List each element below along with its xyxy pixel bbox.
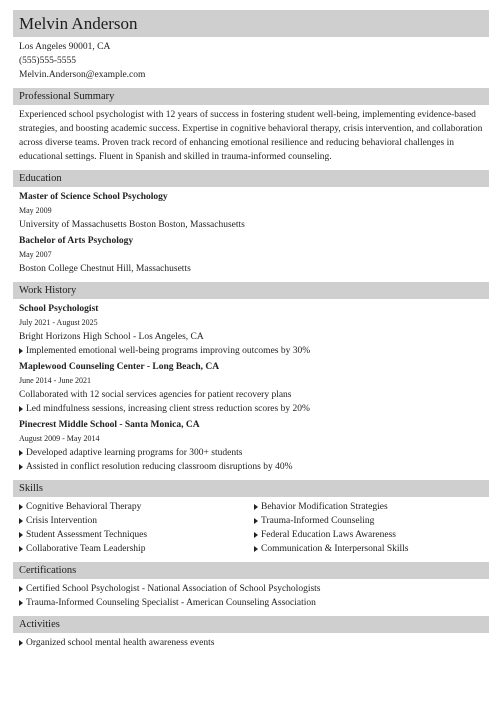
skill-item [254,514,489,528]
job-bullet [19,402,489,416]
summary-section-header [13,88,489,105]
education-school: University of Massachusetts Boston Boston, Massachusetts [19,220,245,230]
contact-address: Los Angeles 90001, CA [19,42,111,52]
job-title: Pinecrest Middle School - Santa Monica, CA [19,420,200,430]
work-section [13,299,489,474]
job-company: Bright Horizons High School - Los Angeles, CA [19,332,204,342]
job-bullet-text: Developed adaptive learning programs for 300+ students [26,448,243,458]
certification-text: Trauma-Informed Counseling Specialist - American Counseling Association [26,598,316,608]
education-school: Boston College Chestnut Hill, Massachusetts [19,264,191,274]
skills-heading: Skills [19,483,43,494]
skills-section [13,497,489,556]
education-section-header [13,170,489,187]
certification-item [19,596,489,610]
skill-item [19,528,254,542]
skills-column-right [254,500,489,556]
bullet-triangle-icon [19,348,23,354]
activity-item [19,636,489,650]
bullet-triangle-icon [254,504,258,510]
activities-section [13,633,489,650]
contact-block [13,40,489,82]
summary-text: Experienced school psychologist with 12 years of success in fostering student well-being, implementing evidence-based strategies, and boosting academic success. Expertise in cognitive behavioral therapy, crisis intervention, and collaboration across diverse teams. Proven track record of enhancing emotional resilience and reducing behavioral challenges in educational settings. Fluent in Spanish and skilled in trauma-informed counseling. [19,110,483,162]
bullet-triangle-icon [19,464,23,470]
contact-email: Melvin.Anderson@example.com [19,70,146,80]
job-bullet [19,344,489,358]
certification-item [19,582,489,596]
skill-item [254,542,489,556]
skill-item [254,528,489,542]
job-bullet [19,446,489,460]
summary-heading: Professional Summary [19,91,115,102]
activities-heading: Activities [19,619,60,630]
bullet-triangle-icon [19,504,23,510]
bullet-triangle-icon [19,450,23,456]
bullet-triangle-icon [19,640,23,646]
bullet-triangle-icon [254,546,258,552]
education-date: May 2007 [19,250,52,259]
education-degree: Bachelor of Arts Psychology [19,236,134,246]
skill-item [19,500,254,514]
bullet-triangle-icon [254,518,258,524]
job-title: Maplewood Counseling Center - Long Beach, CA [19,362,220,372]
job-title: School Psychologist [19,304,99,314]
education-section [13,187,489,276]
bullet-triangle-icon [19,532,23,538]
activity-text: Organized school mental health awareness events [26,638,215,648]
job-date: August 2009 - May 2014 [19,434,100,443]
job-date: July 2021 - August 2025 [19,318,98,327]
skill-text: Collaborative Team Leadership [26,544,146,554]
resume-page [13,10,489,650]
bullet-triangle-icon [19,600,23,606]
work-heading: Work History [19,285,77,296]
job-bullet-text: Led mindfulness sessions, increasing client stress reduction scores by 20% [26,404,310,414]
skill-item [19,542,254,556]
job-bullet [19,460,489,474]
skills-section-header [13,480,489,497]
bullet-triangle-icon [254,532,258,538]
certification-text: Certified School Psychologist - National Association of School Psychologists [26,584,321,594]
bullet-triangle-icon [19,406,23,412]
job-company: Collaborated with 12 social services agencies for patient recovery plans [19,390,292,400]
job-bullet-text: Assisted in conflict resolution reducing classroom disruptions by 40% [26,462,293,472]
candidate-name: Melvin Anderson [19,13,138,33]
skill-item [19,514,254,528]
education-heading: Education [19,173,62,184]
skill-item [254,500,489,514]
certifications-section [13,579,489,610]
skill-text: Crisis Intervention [26,516,97,526]
summary-section [13,105,489,164]
education-degree: Master of Science School Psychology [19,192,168,202]
skill-text: Student Assessment Techniques [26,530,148,540]
bullet-triangle-icon [19,518,23,524]
skill-text: Communication & Interpersonal Skills [261,544,409,554]
name-header [13,10,489,37]
certifications-heading: Certifications [19,565,77,576]
bullet-triangle-icon [19,546,23,552]
skill-text: Federal Education Laws Awareness [261,530,396,540]
job-bullet-text: Implemented emotional well-being programs improving outcomes by 30% [26,346,311,356]
skill-text: Behavior Modification Strategies [261,502,388,512]
education-date: May 2009 [19,206,52,215]
activities-section-header [13,616,489,633]
skill-text: Trauma-Informed Counseling [261,516,375,526]
bullet-triangle-icon [19,586,23,592]
certifications-section-header [13,562,489,579]
contact-phone: (555)555-5555 [19,56,76,66]
work-section-header [13,282,489,299]
job-date: June 2014 - June 2021 [19,376,91,385]
skills-column-left [19,500,254,556]
skill-text: Cognitive Behavioral Therapy [26,502,142,512]
